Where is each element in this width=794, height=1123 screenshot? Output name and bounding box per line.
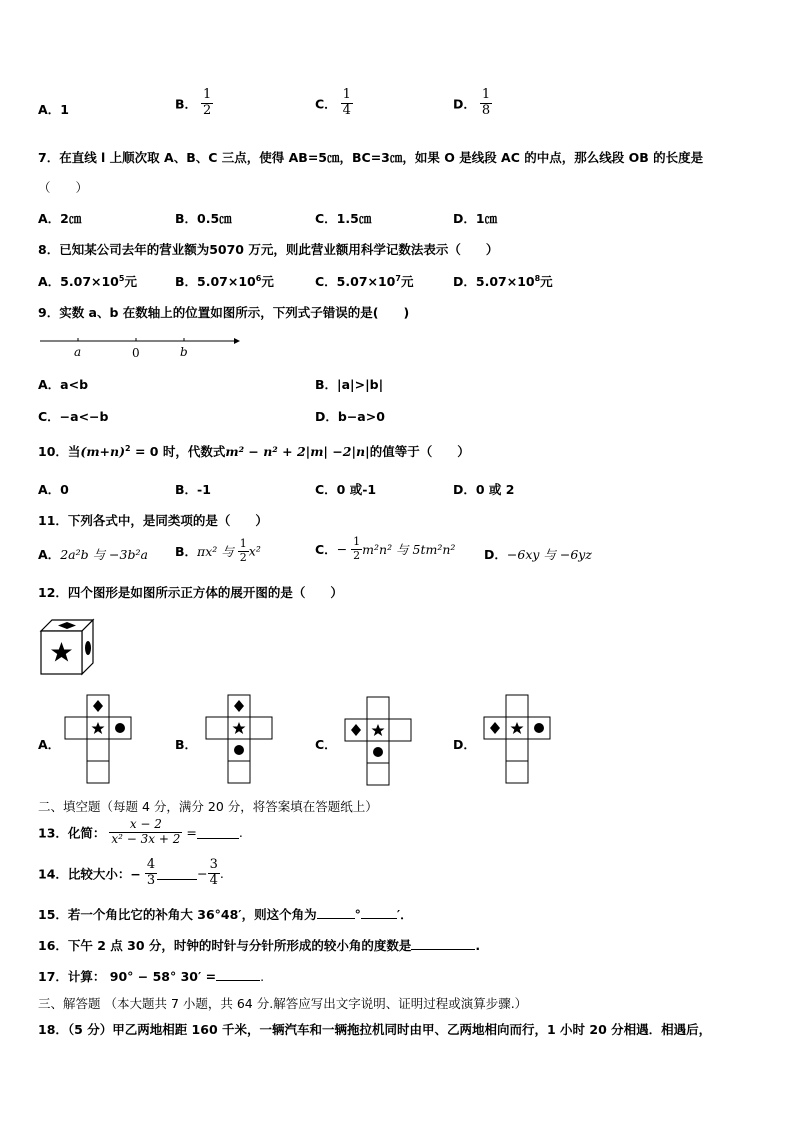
q7-option-d: D．1㎝ <box>453 211 498 226</box>
number-line-figure <box>38 330 243 362</box>
number-line-label-a: a <box>74 345 82 359</box>
q9-option-a: A．a<b <box>38 377 89 392</box>
net-a <box>63 693 133 788</box>
q15: 15．若一个角比它的补角大 36°48′，则这个角为 ° ′． <box>38 907 413 922</box>
q8-option-b: B．$5.07\times 10^6$元 <box>175 274 274 289</box>
q11-stem: 11．下列各式中，是同类项的是（ ） <box>38 513 268 528</box>
q12-option-b-label: B． <box>175 737 198 752</box>
q9-option-c: C．−a<−b <box>38 409 109 424</box>
q13: 13．化简： $\frac{x - 2}{\text{x² − 3x + 2}}$ = . <box>38 817 243 846</box>
q16: 16．下午 2 点 30 分，时钟的时针与分针所形成的较小角的度数是 . <box>38 938 481 953</box>
q12-option-a-label: A． <box>38 737 61 752</box>
q7-option-b: B．0.5㎝ <box>175 211 232 226</box>
q6-option-a: A．1 <box>38 102 69 117</box>
q10-option-a: A．0 <box>38 482 69 497</box>
q7-stem: 7．在直线 l 上顺次取 A、B、C 三点，使得 AB=5㎝，BC=3㎝，如果 O 是线段 AC 的中点，那么线段 OB 的长度是 <box>38 150 704 165</box>
q9-option-b: B．|a|>|b| <box>315 377 384 392</box>
q11-option-a: A．2a²b 与 −3b²a <box>38 547 148 562</box>
q6-option-d: D． $\frac{1}{8}$ <box>453 87 491 118</box>
q18-stem: 18．（5 分）甲乙两地相距 160 千米，一辆汽车和一辆拖拉机同时由甲、乙两地相向而行，1 小时 20 分相遇．相遇后， <box>38 1022 712 1037</box>
q7-option-a: A．2㎝ <box>38 211 82 226</box>
q17: 17．计算： 90° − 58° 30′ = . <box>38 969 265 984</box>
net-d <box>482 693 554 788</box>
circle-icon <box>534 723 544 733</box>
q7-option-c: C．1.5㎝ <box>315 211 372 226</box>
circle-icon <box>85 641 91 655</box>
q6-option-c: C． $\frac{1}{4}$ <box>315 87 351 118</box>
q10-stem: 10．当$(m+n)^2 = 0$ 时，代数式m² − n² + 2|m| −2|n|的值等于（ ） <box>38 444 470 459</box>
q12-stem: 12．四个图形是如图所示正方体的展开图的是（ ） <box>38 585 343 600</box>
q10-option-c: C．0 或-1 <box>315 482 377 497</box>
q8-stem: 8．已知某公司去年的营业额为5070 万元，则此营业额用科学记数法表示（ ） <box>38 242 499 257</box>
cube-figure <box>38 617 96 677</box>
q11-option-b: B．πx² 与 $\frac{1}{2}$ x² <box>175 537 261 564</box>
q8-option-c: C．$5.07\times 10^7$元 <box>315 274 414 289</box>
q12-option-d-label: D． <box>453 737 476 752</box>
circle-icon <box>115 723 125 733</box>
circle-icon <box>234 745 244 755</box>
q10-option-b: B．-1 <box>175 482 211 497</box>
q14: 14．比较大小：− $\frac{4}{3}$ − $\frac{3}{4}$ . <box>38 857 224 888</box>
q9-stem: 9．实数 a、b 在数轴上的位置如图所示，下列式子错误的是( ) <box>38 305 410 320</box>
section-3-title: 三、解答题 （本大题共 7 小题，共 64 分.解答应写出文字说明、证明过程或演算步骤.） <box>38 996 528 1011</box>
q8-option-d: D．$5.07\times 10^8$元 <box>453 274 553 289</box>
q6-option-b: B． $\frac{1}{2}$ <box>175 87 212 118</box>
q12-option-c-label: C． <box>315 737 337 752</box>
circle-icon <box>373 747 383 757</box>
q7-paren: （ ） <box>38 180 89 195</box>
q11-option-c: C．− $\frac{1}{2}$ m²n² 与 5tm²n² <box>315 535 456 562</box>
q10-option-d: D．0 或 2 <box>453 482 515 497</box>
number-line-label-0: 0 <box>132 346 140 360</box>
q11-option-d: D．−6xy 与 −6yz <box>484 547 592 562</box>
net-b <box>204 693 274 788</box>
q9-option-d: D．b−a>0 <box>315 409 385 424</box>
net-c <box>343 695 415 790</box>
section-2-title: 二、填空题（每题 4 分，满分 20 分，将答案填在答题纸上） <box>38 799 378 814</box>
number-line-label-b: b <box>180 345 188 359</box>
q8-option-a: A．$5.07\times 10^5$元 <box>38 274 137 289</box>
